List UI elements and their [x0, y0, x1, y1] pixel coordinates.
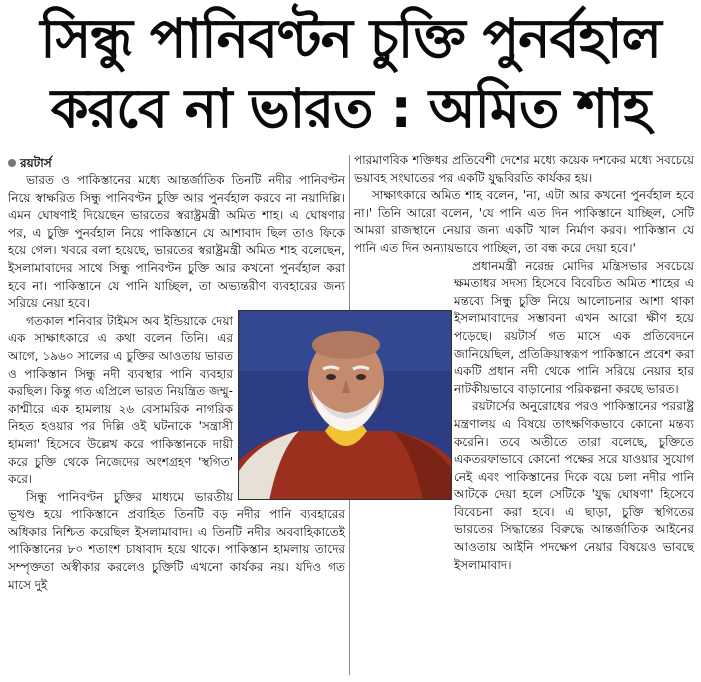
paragraph: পারমাণবিক শক্তিধর প্রতিবেশী দেশের মধ্যে কয়েক দশকের মধ্যে সবচেয়ে ভয়াবহ সংঘাতের পর একটি যুদ্ধবিরতি কার্যকর হয়।	[354, 153, 694, 185]
headline-line-2: করবে না ভারত : অমিত শাহ	[50, 77, 651, 140]
paragraph: প্রধানমন্ত্রী নরেন্দ্র মোদির মন্ত্রিসভার সবচেয়ে ক্ষমতাধর সদস্য হিসেবে বিবেচিত অমিত শাহের এ মন্তব্যে সিন্ধু চুক্তি নিয়ে আলোচনার আশা থাকা ইসলামাবাদের সম্ভাবনা এখন আরো ক্ষীণ হয়ে পড়েছে। রয়টার্স গত মাসে এক প্রতিবেদনে জানিয়েছিল, প্রতিক্রিয়াস্বরূপ পাকিস্তানে প্রবেশ করা একটি প্রধান নদী থেকে পানি সরিয়ে নেয়ার হার নাটকীয়ভাবে বাড়ানোর পরিকল্পনা করছে ভারত।	[454, 258, 694, 396]
portrait-photo	[238, 310, 452, 500]
bullet-icon	[8, 159, 16, 167]
paragraph: ভারত ও পাকিস্তানের মধ্যে আন্তর্জাতিক তিনটি নদীর পানিবণ্টন নিয়ে স্বাক্ষরিত সিন্ধু পানিবণ্টন চুক্তি আর পুনর্বহাল করবে না নয়াদিল্লি। এমন ঘোষণাই দিয়েছেন ভারতের স্বরাষ্ট্রমন্ত্রী অমিত শাহ। এ ঘোষণার পর, এ চুক্তি পুনর্বহাল নিয়ে পাকিস্তানে যে আশাবাদ ছিল তাও ফিকে হয়ে গেল। খবরে বলা হয়েছে, ভারতের স্বরাষ্ট্রমন্ত্রী অমিত শাহ বলেছেন, ইসলামাবাদের সাথে সিন্ধু পানিবণ্টন চুক্তি আর কখনো পুনর্বহাল করা হবে না। পাকিস্তানে যে পানি যাচ্ছিল, তা অভ্যন্তরীণ ব্যবহারের জন্য সরিয়ে নেয়া হবে।	[8, 173, 345, 311]
headline	[0, 0, 701, 150]
portrait-photo-icon	[239, 311, 452, 500]
paragraph: সাক্ষাৎকারে অমিত শাহ বলেন, 'না, এটা আর কখনো পুনর্বহাল হবে না।' তিনি আরো বলেন, 'যে পানি এত দিন পাকিস্তানে যাচ্ছিল, সেটি আমরা রাজস্থানে নেয়ার জন্য একটি খাল নির্মাণ করব। পাকিস্তান যে পানি এত দিন অন্যায়ভাবে পাচ্ছিল, তা বন্ধ করে দেয়া হবে।'	[354, 188, 694, 255]
byline	[8, 155, 345, 171]
paragraph: গতকাল শনিবার টাইমস অব ইন্ডিয়াকে দেয়া এক সাক্ষাৎকারে এ কথা বলেন তিনি। এর আগে, ১৯৬০ সালের এ চুক্তির আওতায় ভারত ও পাকিস্তান সিন্ধু নদী ব্যবস্থার পানি ব্যবহার করছিল। কিন্তু গত এপ্রিলে ভারত নিয়ন্ত্রিত জম্মু-কাশ্মীরে এক হামলায় ২৬ বেসামরিক নাগরিক নিহত হওয়ার পর দিল্লি ওই ঘটনাকে 'সন্ত্রাসী হামলা' হিসেবে উল্লেখ করে পাকিস্তানকে দায়ী করে চুক্তি থেকে নিজেদের অংশগ্রহণ 'স্থগিত' করে।	[8, 313, 233, 487]
paragraph: সিন্ধু পানিবণ্টন চুক্তির মাধ্যমে ভারতীয় ভূখণ্ড হয়ে পাকিস্তানে প্রবাহিত তিনটি বড় নদীর পানি ব্যবহারের অধিকার নিশ্চিত করেছিল ইসলামাবাদ। এ তিনটি নদীর অববাহিকাতেই পাকিস্তানের ৮০ শতাংশ চাষাবাদ হয়ে থাকে। পাকিস্তান হামলায় তাদের সম্পৃক্ততা অস্বীকার করলেও চুক্তিটি এখনো কার্যকর নয়। যদিও গত মাসে দুই	[8, 489, 345, 592]
paragraph: রয়টার্সের অনুরোধের পরও পাকিস্তানের পররাষ্ট্র মন্ত্রণালয় এ বিষয়ে তাৎক্ষণিকভাবে কোনো মন্তব্য করেনি। তবে অতীতে তারা বলেছে, চুক্তিতে একতরফাভাবে কোনো পক্ষের সরে যাওয়ার সুযোগ নেই এবং পাকিস্তানের দিকে বয়ে চলা নদীর পানি আটকে দেয়া হলে সেটিকে 'যুদ্ধ ঘোষণা' হিসেবে বিবেচনা করা হবে। এ ছাড়া, চুক্তি স্থগিতের ভারতের সিদ্ধান্তের বিরুদ্ধে আন্তর্জাতিক আইনের আওতায় আইনি পদক্ষেপ নেয়ার বিষয়েও ভাবছে ইসলামাবাদ।	[454, 399, 694, 572]
headline-line-1: সিন্ধু পানিবণ্টন চুক্তি পুনর্বহাল	[40, 7, 661, 70]
byline-text: রয়টার্স	[20, 156, 52, 170]
